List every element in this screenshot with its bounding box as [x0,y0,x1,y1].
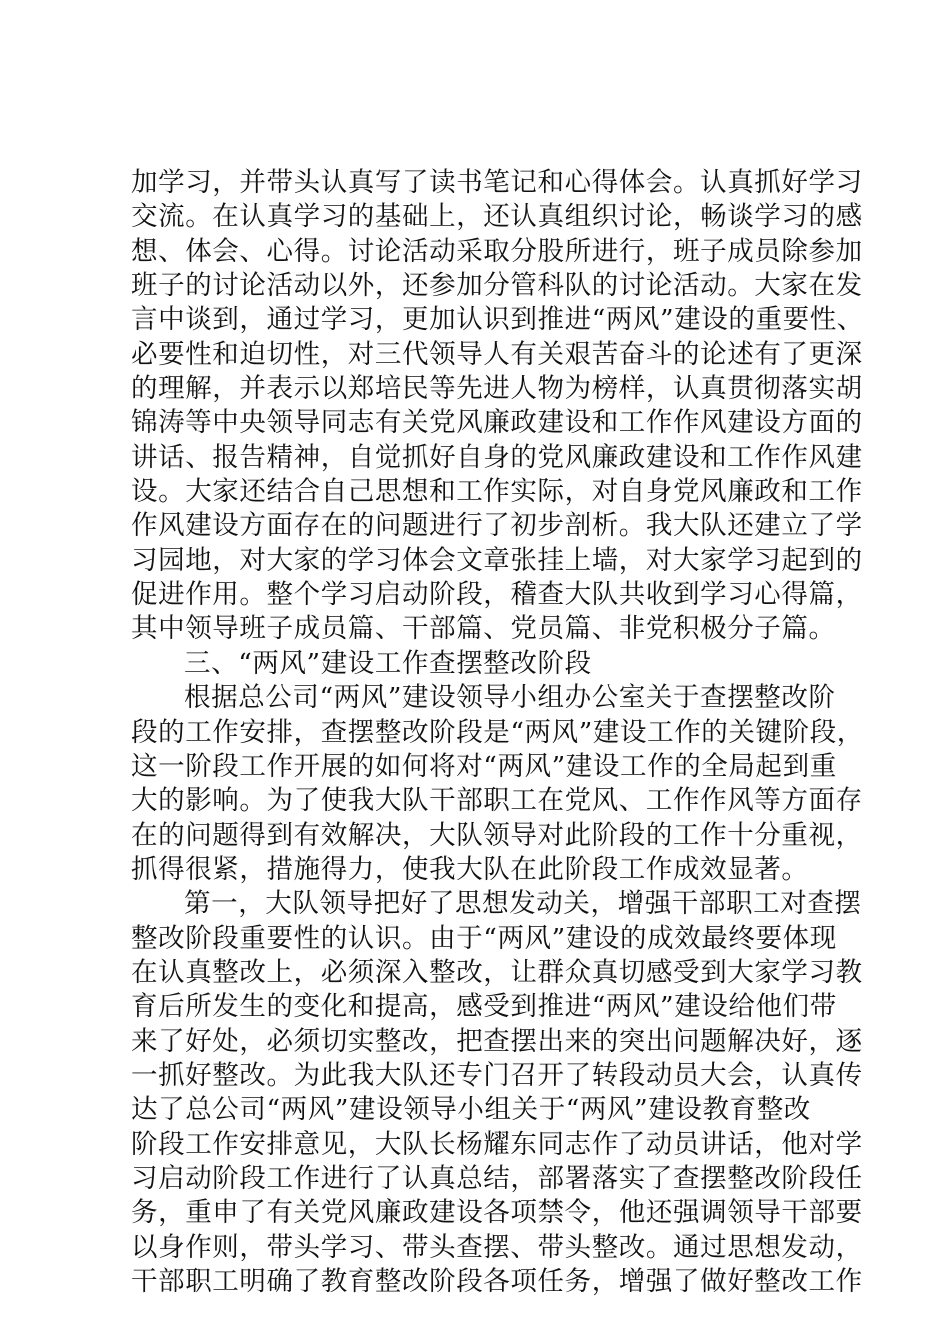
text-line: 根据总公司“两风”建设领导小组办公室关于查摆整改阶 [184,682,836,714]
text-line: 习启动阶段工作进行了认真总结，部署落实了查摆整改阶段任 [131,1162,863,1194]
text-line: 务，重申了有关党风廉政建设各项禁令，他还强调领导干部要 [131,1197,863,1229]
text-line: 加学习，并带头认真写了读书笔记和心得体会。认真抓好学习 [131,167,863,198]
text-line: 设。大家还结合自己思想和工作实际，对自身党风廉政和工作 [131,476,863,508]
text-line: 来了好处，必须切实整改，把查摆出来的突出问题解决好，逐 [131,1025,863,1057]
text-line: 阶段工作安排意见，大队长杨耀东同志作了动员讲话，他对学 [131,1128,863,1160]
text-line: 交流。在认真学习的基础上，还认真组织讨论，畅谈学习的感 [131,201,863,233]
text-line: 三、“两风”建设工作查摆整改阶段 [184,647,592,679]
text-line: 班子的讨论活动以外，还参加分管科队的讨论活动。大家在发 [131,270,863,302]
text-line: 其中领导班子成员篇、干部篇、党员篇、非党积极分子篇。 [131,613,836,645]
body-text [131,166,864,1299]
text-line: 在的问题得到有效解决，大队领导对此阶段的工作十分重视， [131,819,863,851]
text-line: 段的工作安排，查摆整改阶段是“两风”建设工作的关键阶段， [131,716,864,748]
text-line: 必要性和迫切性，对三代领导人有关艰苦奋斗的论述有了更深 [131,338,863,370]
text-line: 习园地，对大家的学习体会文章张挂上墙，对大家学习起到的 [131,544,863,576]
text-line: 作风建设方面存在的问题进行了初步剖析。我大队还建立了学 [131,510,863,542]
text-line: 以身作则，带头学习、带头查摆、带头整改。通过思想发动， [131,1231,863,1263]
text-line: 育后所发生的变化和提高，感受到推进“两风”建设给他们带 [131,991,837,1023]
text-line: 锦涛等中央领导同志有关党风廉政建设和工作作风建设方面的 [131,407,863,439]
text-line: 这一阶段工作开展的如何将对“两风”建设工作的全局起到重 [131,750,837,782]
text-line: 干部职工明确了教育整改阶段各项任务，增强了做好整改工作 [131,1266,863,1297]
text-line: 抓得很紧，措施得力，使我大队在此阶段工作成效显著。 [131,853,809,885]
text-line: 讲话、报告精神，自觉抓好自身的党风廉政建设和工作作风建 [131,441,863,473]
text-line: 想、体会、心得。讨论活动采取分股所进行，班子成员除参加 [131,235,863,267]
text-line: 大的影响。为了使我大队干部职工在党风、工作作风等方面存 [131,785,863,817]
text-line: 第一，大队领导把好了思想发动关，增强干部职工对查摆 [184,888,862,920]
text-line: 的理解，并表示以郑培民等先进人物为榜样，认真贯彻落实胡 [131,373,863,405]
text-line: 促进作用。整个学习启动阶段，稽查大队共收到学习心得篇， [131,579,863,611]
text-line: 一抓好整改。为此我大队还专门召开了转段动员大会，认真传 [131,1059,863,1091]
text-line: 达了总公司“两风”建设领导小组关于“两风”建设教育整改 [131,1094,811,1126]
text-line: 整改阶段重要性的认识。由于“两风”建设的成效最终要体现 [131,922,837,954]
text-line: 言中谈到，通过学习，更加认识到推进“两风”建设的重要性、 [131,304,864,336]
text-line: 在认真整改上，必须深入整改，让群众真切感受到大家学习教 [131,956,863,988]
